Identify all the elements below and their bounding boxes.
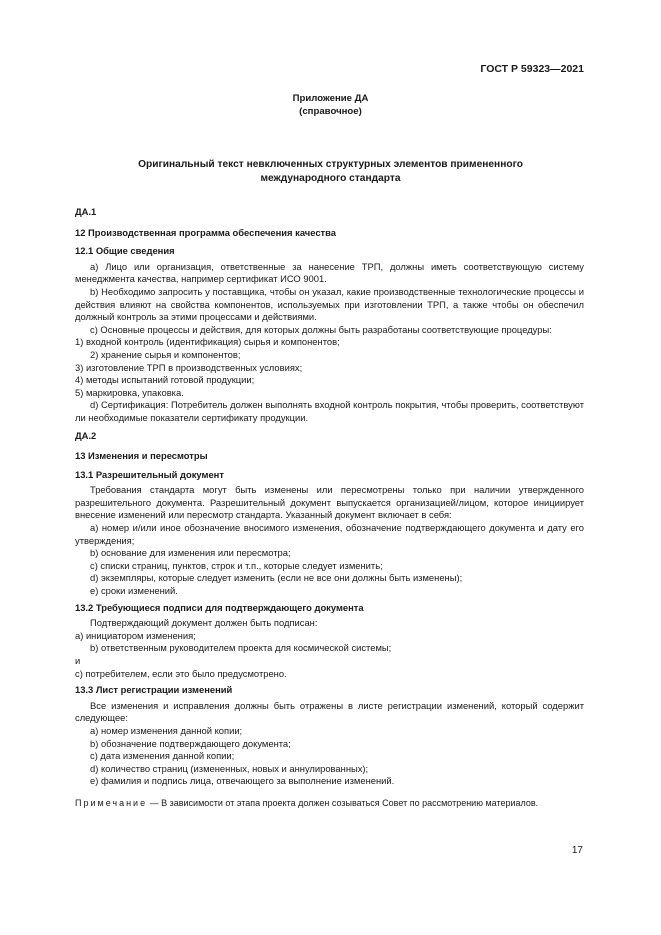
- heading-13-3: 13.3 Лист регистрации изменений: [75, 684, 233, 696]
- paragraph-12-1-d: d) Сертификация: Потребитель должен выполнять входной контроль покрытия, чтобы проверить, соответствуют ли необходимые показатели сертификату продукции.: [75, 399, 584, 423]
- heading-12-1: 12.1 Общие сведения: [75, 245, 175, 257]
- list-item: b) основание для изменения или пересмотра;: [90, 547, 291, 559]
- heading-13-2: 13.2 Требующиеся подписи для подтверждающего документа: [75, 601, 364, 613]
- list-item: d) экземпляры, которые следует изменить (если не все они должны быть изменены);: [90, 572, 463, 584]
- heading-13-1: 13.1 Разрешительный документ: [75, 468, 224, 480]
- list-item: 5) маркировка, упаковка.: [75, 386, 184, 398]
- list-item: с) списки страниц, пунктов, строк и т.п., которые следует изменить;: [90, 559, 383, 571]
- note: [75, 797, 584, 810]
- list-item: b) ответственным руководителем проекта для космической системы;: [90, 642, 392, 654]
- page-number: 17: [571, 845, 583, 856]
- list-item: 4) методы испытаний готовой продукции;: [75, 374, 255, 386]
- paragraph-12-1-c: с) Основные процессы и действия, для которых должны быть разработаны соответствующие процедуры:: [90, 323, 552, 335]
- list-item: а) инициатором изменения;: [75, 629, 196, 641]
- paragraph-13-2: Подтверждающий документ должен быть подписан:: [90, 617, 318, 629]
- document-title: [0, 158, 661, 185]
- annex-title: Приложение ДА: [292, 93, 369, 104]
- list-item: е) фамилия и подпись лица, отвечающего за выполнение изменений.: [90, 775, 395, 787]
- document-code-header: ГОСТ Р 59323—2021: [480, 63, 584, 75]
- section-label-da1: ДА.1: [75, 206, 97, 217]
- document-body: [75, 206, 584, 810]
- list-item: а) номер изменения данной копии;: [90, 724, 243, 736]
- heading-12: 12 Производственная программа обеспечения качества: [75, 226, 337, 238]
- list-item: 2) хранение сырья и компонентов;: [90, 348, 241, 360]
- list-item: е) сроки изменений.: [90, 585, 178, 597]
- list-item: и: [75, 655, 81, 666]
- paragraph-13-3: Все изменения и исправления должны быть отражены в листе регистрации изменений, который содержит следующее:: [75, 699, 584, 724]
- list-item: d) количество страниц (измененных, новых и аннулированных);: [90, 762, 369, 774]
- list-item: с) потребителем, если это было предусмотрено.: [75, 667, 287, 679]
- paragraph-13-1: Требования стандарта могут быть изменены или пересмотрены только при наличии утвержденного разрешительного документа. Разрешительный документ выпускается организацией/лицом, которое инициирует внесение изменений или пересмотр стандарта. Указанный документ включает в себя:: [75, 484, 584, 521]
- list-item: 3) изготовление ТРП в производственных условиях;: [75, 361, 303, 373]
- section-label-da2: ДА.2: [75, 429, 97, 441]
- document-title-line-1: Оригинальный текст невключенных структурных элементов примененного: [138, 159, 523, 170]
- note-label: Примечание: [75, 797, 148, 808]
- paragraph-12-1-b: b) Необходимо запросить у поставщика, чтобы он указал, какие производственные технологические процессы и действия влияют на свойства компонентов, используемых при изготовлении ТРП, а также чтобы он обеспечил должный контроль за этими процессами и действиями.: [75, 285, 584, 323]
- annex-heading: [0, 92, 661, 118]
- note-text: — В зависимости от этапа проекта должен созываться Совет по рассмотрению материалов.: [147, 797, 539, 808]
- annex-subtitle: (справочное): [299, 106, 362, 117]
- list-item: 1) входной контроль (идентификация) сырья и компонентов;: [75, 336, 340, 348]
- document-title-line-2: международного стандарта: [260, 172, 401, 184]
- list-item: с) дата изменения данной копии;: [90, 750, 235, 762]
- list-item: b) обозначение подтверждающего документа;: [90, 737, 291, 749]
- paragraph-12-1-a: а) Лицо или организация, ответственные за нанесение ТРП, должны иметь соответствующую систему менеджмента качества, например сертификат ИСО 9001.: [75, 260, 584, 285]
- paragraph-13-1-a: а) номер и/или иное обозначение вносимого изменения, обозначение подтверждающего документа и дату его утверждения;: [75, 522, 584, 546]
- heading-13: 13 Изменения и пересмотры: [75, 450, 208, 462]
